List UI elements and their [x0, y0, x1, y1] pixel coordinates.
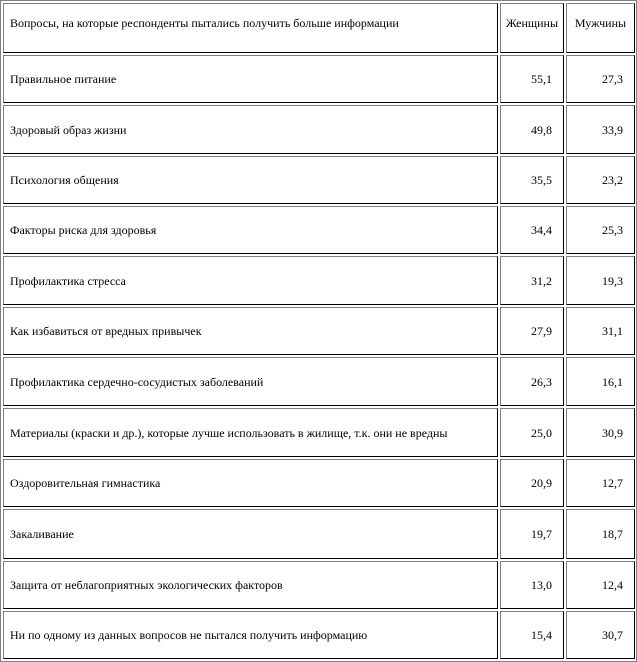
row-women-value [500, 307, 564, 355]
men-value: 30,7 [602, 628, 623, 642]
question-text: Правильное питание [10, 72, 117, 86]
question-text: Профилактика сердечно-сосудистых заболеваний [10, 374, 264, 389]
row-question [3, 459, 498, 507]
question-text: Материалы (краски и др.), которые лучше использовать в жилище, т.к. они не вредны [10, 425, 448, 440]
header-men [566, 3, 635, 53]
row-men-value [566, 357, 635, 406]
row-question [3, 509, 498, 559]
row-men-value [566, 509, 635, 559]
question-text: Оздоровительная гимнастика [10, 476, 161, 490]
women-value: 19,7 [531, 527, 552, 541]
row-question [3, 561, 498, 609]
header-men-text: Мужчины [574, 16, 627, 30]
women-value: 55,1 [531, 72, 552, 86]
men-value: 18,7 [602, 527, 623, 541]
women-value: 25,0 [531, 425, 552, 440]
question-text: Ни по одному из данных вопросов не пытался получить информацию [10, 628, 368, 642]
row-men-value [566, 408, 635, 457]
row-question [3, 408, 498, 457]
header-question [3, 3, 498, 53]
row-men-value [566, 307, 635, 355]
men-value: 27,3 [602, 72, 623, 86]
women-value: 34,4 [531, 223, 552, 237]
women-value: 26,3 [531, 374, 552, 389]
question-text: Факторы риска для здоровья [10, 223, 157, 237]
question-text: Профилактика стресса [10, 273, 126, 288]
row-question [3, 357, 498, 406]
men-value: 16,1 [602, 374, 623, 389]
question-text: Психология общения [10, 173, 119, 187]
men-value: 12,4 [602, 578, 623, 592]
men-value: 31,1 [602, 324, 623, 338]
row-women-value [500, 156, 564, 204]
header-women [500, 3, 564, 53]
women-value: 15,4 [531, 628, 552, 642]
row-men-value [566, 55, 635, 103]
row-men-value [566, 156, 635, 204]
row-question [3, 256, 498, 305]
question-text: Здоровый образ жизни [10, 122, 127, 137]
row-question [3, 206, 498, 254]
row-men-value [566, 459, 635, 507]
women-value: 13,0 [531, 578, 552, 592]
row-question [3, 55, 498, 103]
row-question [3, 156, 498, 204]
row-men-value [566, 561, 635, 609]
row-men-value [566, 611, 635, 659]
men-value: 12,7 [602, 476, 623, 490]
row-women-value [500, 256, 564, 305]
row-women-value [500, 206, 564, 254]
row-women-value [500, 509, 564, 559]
row-question [3, 105, 498, 154]
question-text: Как избавиться от вредных привычек [10, 324, 202, 338]
row-women-value [500, 611, 564, 659]
row-men-value [566, 206, 635, 254]
header-women-text: Женщины [505, 16, 559, 30]
question-text: Закаливание [10, 527, 74, 541]
question-text: Защита от неблагоприятных экологических факторов [10, 578, 283, 592]
row-question [3, 307, 498, 355]
row-women-value [500, 357, 564, 406]
men-value: 19,3 [602, 273, 623, 288]
men-value: 25,3 [602, 223, 623, 237]
women-value: 20,9 [531, 476, 552, 490]
women-value: 35,5 [531, 173, 552, 187]
women-value: 31,2 [531, 273, 552, 288]
row-women-value [500, 408, 564, 457]
row-question [3, 611, 498, 659]
row-women-value [500, 55, 564, 103]
men-value: 33,9 [602, 122, 623, 137]
women-value: 27,9 [531, 324, 552, 338]
men-value: 30,9 [602, 425, 623, 440]
row-women-value [500, 105, 564, 154]
row-women-value [500, 561, 564, 609]
row-men-value [566, 105, 635, 154]
row-women-value [500, 459, 564, 507]
header-question-text: Вопросы, на которые респонденты пытались получить больше информации [10, 16, 399, 30]
men-value: 23,2 [602, 173, 623, 187]
women-value: 49,8 [531, 122, 552, 137]
row-men-value [566, 256, 635, 305]
